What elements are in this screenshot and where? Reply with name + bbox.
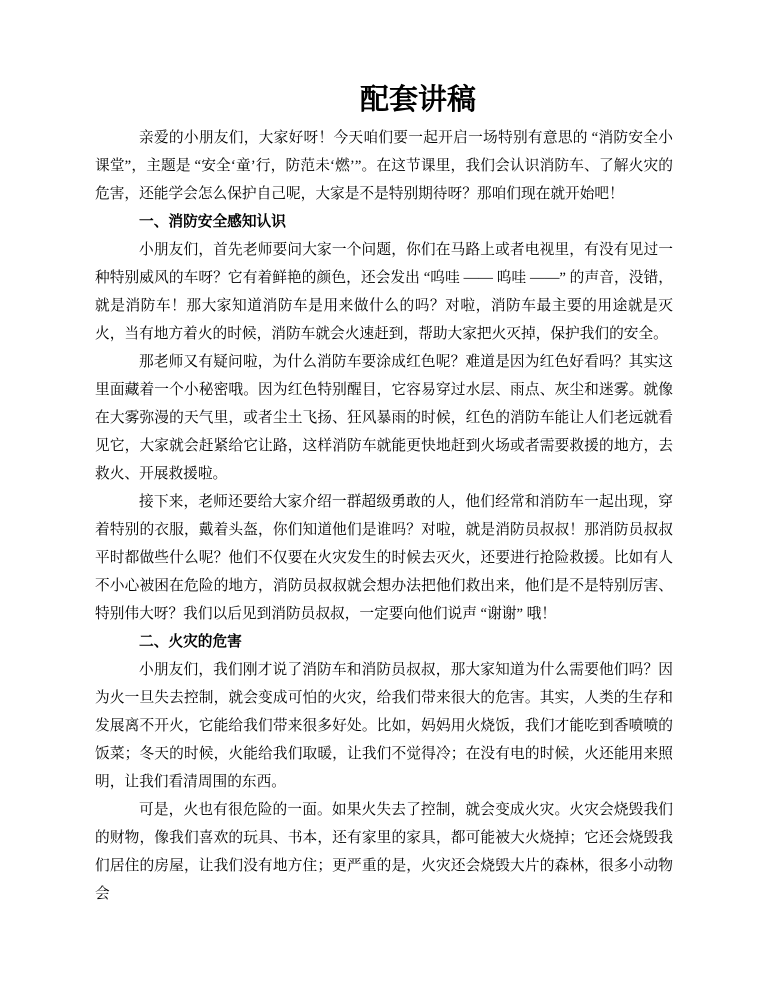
paragraph-fire-benefits: 小朋友们，我们刚才说了消防车和消防员叔叔，那大家知道为什么需要他们吗？因为火一旦失去控制，就会变成可怕的火灾，给我们带来很大的危害。其实，人类的生存和发展离不开火，它能给我们带来很多好处。比如，妈妈用火烧饭，我们才能吃到香喷喷的饭菜；冬天的时候，火能给我们取暖，让我们不觉得冷；在没有电的时候，火还能用来照明，让我们看清周围的东西。 [95, 662, 673, 790]
paragraph-intro: 亲爱的小朋友们，大家好呀！今天咱们要一起开启一场特别有意思的 “消防安全小课堂”，主题是 “安全‘童’行，防范未‘燃’”。在这节课里，我们会认识消防车、了解火灾的危害，还能学会怎么保护自己呢，大家是不是特别期待呀？那咱们现在就开始吧！ [95, 130, 673, 202]
paragraph-firetruck-intro: 小朋友们，首先老师要问大家一个问题，你们在马路上或者电视里，有没有见过一种特别威风的车呀？它有着鲜艳的颜色，还会发出 “呜哇 —— 呜哇 ——” 的声音，没错，就是消防车！那大家知道消防车是用来做什么的吗？对啦，消防车最主要的用途就是灭火，当有地方着火的时候，消防车就会火速赶到，帮助大家把火灭掉，保护我们的安全。 [95, 242, 673, 342]
doc-title: 配套讲稿 [359, 84, 476, 116]
section-heading-fire-safety-awareness: 一、消防安全感知认识 [139, 214, 286, 230]
section-heading-fire-hazards: 二、火灾的危害 [139, 634, 242, 650]
paragraph-why-firetruck-red: 那老师又有疑问啦，为什么消防车要涂成红色呢？难道是因为红色好看吗？其实这里面藏着一个小秘密哦。因为红色特别醒目，它容易穿过水层、雨点、灰尘和迷雾。就像在大雾弥漫的天气里，或者尘土飞扬、狂风暴雨的时候，红色的消防车能让人们老远就看见它，大家就会赶紧给它让路，这样消防车就能更快地赶到火场或者需要救援的地方，去救火、开展救援啦。 [95, 354, 673, 482]
paragraph-firefighters: 接下来，老师还要给大家介绍一群超级勇敢的人，他们经常和消防车一起出现，穿着特别的衣服，戴着头盔，你们知道他们是谁吗？对啦，就是消防员叔叔！那消防员叔叔平时都做些什么呢？他们不仅要在火灾发生的时候去灭火，还要进行抢险救援。比如有人不小心被困在危险的地方，消防员叔叔就会想办法把他们救出来，他们是不是特别厉害、特别伟大呀？我们以后见到消防员叔叔，一定要向他们说声 “谢谢” 哦！ [95, 494, 673, 622]
paragraph-fire-dangers: 可是，火也有很危险的一面。如果火失去了控制，就会变成火灾。火灾会烧毁我们的财物，像我们喜欢的玩具、书本，还有家里的家具，都可能被大火烧掉；它还会烧毁我们居住的房屋，让我们没有地方住；更严重的是，火灾还会烧毁大片的森林，很多小动物会 [95, 802, 673, 902]
